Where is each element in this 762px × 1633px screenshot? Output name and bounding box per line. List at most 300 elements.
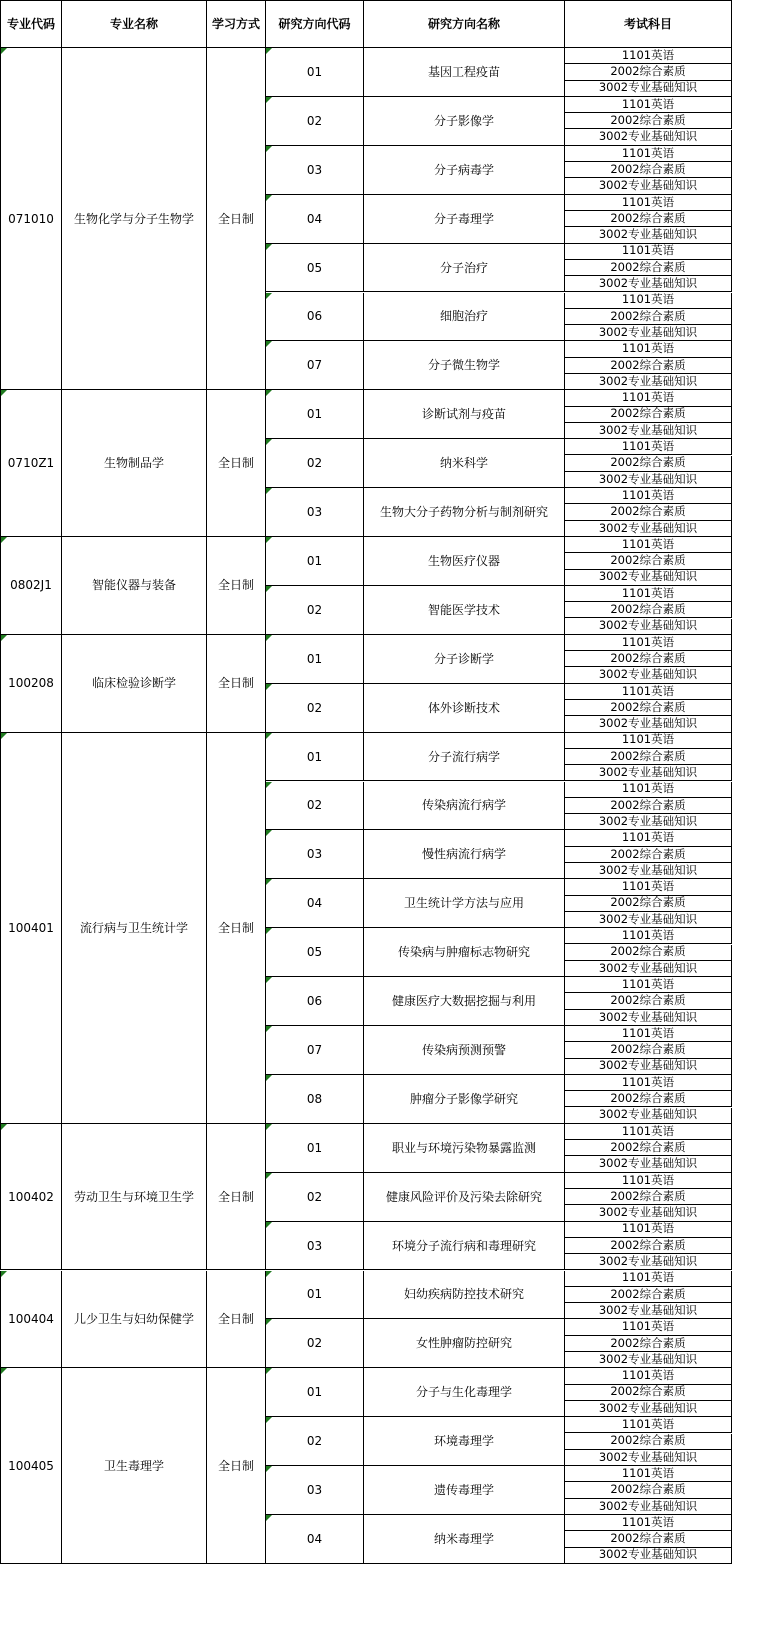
- direction-name: [364, 1173, 565, 1222]
- direction-code-text: 02: [306, 602, 323, 617]
- exam-subject-text: 2002综合素质: [610, 1433, 686, 1448]
- direction-code: [266, 1075, 364, 1124]
- direction-name-text: 女性肿瘤防控研究: [415, 1336, 512, 1351]
- exam-subject: [565, 325, 732, 341]
- exam-subject: [565, 1254, 732, 1270]
- direction-code-text: 03: [306, 1238, 323, 1253]
- direction-code-text: 04: [306, 1531, 323, 1546]
- direction-code-text: 01: [306, 407, 323, 422]
- exam-subject-text: 3002专业基础知识: [598, 325, 698, 339]
- direction-code-text: 04: [306, 211, 323, 226]
- exam-subject: [565, 504, 732, 520]
- direction-code: [266, 830, 364, 879]
- direction-name-text: 职业与环境污染物暴露监测: [391, 1140, 536, 1155]
- direction-name-text: 环境毒理学: [433, 1434, 494, 1449]
- exam-subject: [565, 1548, 732, 1564]
- exam-subject: [565, 1075, 732, 1091]
- direction-code: [266, 1319, 364, 1368]
- exam-subject-text: 1101英语: [621, 243, 675, 258]
- major-name-text: 流行病与卫生统计学: [79, 920, 188, 935]
- direction-code-text: 07: [306, 358, 323, 373]
- exam-subject: [565, 146, 732, 162]
- direction-code-text: 08: [306, 1091, 323, 1106]
- exam-subject-text: 2002综合素质: [610, 748, 686, 763]
- major-name-text: 临床检验诊断学: [91, 676, 176, 691]
- study-mode: [207, 1124, 266, 1271]
- direction-code: [266, 1466, 364, 1515]
- exam-subject-text: 2002综合素质: [610, 1286, 686, 1301]
- exam-subject-text: 1101英语: [621, 292, 675, 307]
- exam-subject-text: 2002综合素质: [610, 651, 686, 665]
- major-code: [0, 733, 62, 1124]
- exam-subject-text: 2002综合素质: [610, 602, 686, 617]
- exam-subject-text: 3002专业基础知识: [598, 814, 698, 828]
- direction-code-text: 07: [306, 1042, 323, 1057]
- exam-subject-text: 2002综合素质: [610, 1042, 686, 1057]
- exam-subject: [565, 586, 732, 602]
- exam-subject: [565, 1368, 732, 1384]
- exam-subject: [565, 276, 732, 292]
- exam-subject-text: 2002综合素质: [610, 846, 686, 861]
- direction-name: [364, 1368, 565, 1417]
- exam-subject-text: 2002综合素质: [610, 162, 686, 176]
- direction-name: [364, 244, 565, 293]
- exam-subject-text: 3002专业基础知识: [598, 1156, 698, 1171]
- exam-subject-text: 3002专业基础知识: [598, 129, 698, 144]
- exam-subject-text: 2002综合素质: [610, 895, 686, 910]
- direction-name-text: 分子流行病学: [427, 749, 500, 764]
- study-mode-text: 全日制: [217, 211, 254, 226]
- major-code-text: 0802J1: [10, 578, 52, 593]
- exam-subject-text: 2002综合素质: [610, 455, 686, 470]
- exam-subject: [565, 619, 732, 635]
- direction-code: [266, 293, 364, 342]
- direction-code-text: 02: [306, 700, 323, 715]
- exam-subject: [565, 1205, 732, 1221]
- exam-subject: [565, 1515, 732, 1531]
- exam-subject-text: 3002专业基础知识: [598, 716, 698, 731]
- exam-subject: [565, 1156, 732, 1172]
- study-mode-text: 全日制: [217, 456, 254, 471]
- exam-subject: [565, 765, 732, 781]
- exam-subject-text: 3002专业基础知识: [598, 863, 698, 877]
- exam-subject: [565, 1319, 732, 1335]
- direction-name: [364, 341, 565, 390]
- direction-name-text: 体外诊断技术: [427, 700, 500, 715]
- exam-subject: [565, 1271, 732, 1287]
- exam-subject-text: 2002综合素质: [610, 1091, 686, 1106]
- exam-subject: [565, 1499, 732, 1515]
- direction-name: [364, 537, 565, 586]
- direction-name-text: 分子与生化毒理学: [415, 1385, 512, 1400]
- exam-subject: [565, 863, 732, 879]
- exam-subject: [565, 1482, 732, 1498]
- exam-subject: [565, 64, 732, 80]
- direction-code-text: 02: [306, 1336, 323, 1351]
- exam-subject-text: 2002综合素质: [610, 406, 686, 421]
- exam-subject: [565, 1222, 732, 1238]
- exam-subject-text: 3002专业基础知识: [598, 1400, 698, 1415]
- major-name-text: 劳动卫生与环境卫生学: [73, 1189, 194, 1204]
- direction-name-text: 分子诊断学: [433, 651, 494, 666]
- study-mode-text: 全日制: [217, 1311, 254, 1326]
- exam-subject-text: 2002综合素质: [610, 259, 686, 274]
- exam-subject: [565, 341, 732, 357]
- direction-name-text: 健康医疗大数据挖掘与利用: [391, 994, 536, 1009]
- exam-subject: [565, 390, 732, 406]
- exam-subject-text: 1101英语: [621, 1270, 675, 1285]
- header-study-mode-text: 学习方式: [211, 17, 260, 31]
- direction-name-text: 纳米毒理学: [433, 1531, 494, 1546]
- major-name: [62, 537, 207, 635]
- direction-name: [364, 97, 565, 146]
- exam-subject-text: 1101英语: [621, 341, 675, 356]
- direction-name-text: 生物医疗仪器: [427, 553, 500, 568]
- direction-name: [364, 195, 565, 244]
- exam-subject: [565, 667, 732, 683]
- direction-code-text: 03: [306, 847, 323, 862]
- exam-subject: [565, 358, 732, 374]
- direction-name-text: 传染病与肿瘤标志物研究: [397, 945, 530, 960]
- study-mode: [207, 635, 266, 733]
- direction-name-text: 分子治疗: [439, 260, 488, 275]
- exam-subject: [565, 130, 732, 146]
- direction-code-text: 02: [306, 1434, 323, 1449]
- exam-subject: [565, 244, 732, 260]
- exam-subject: [565, 749, 732, 765]
- exam-subject: [565, 977, 732, 993]
- exam-subject: [565, 521, 732, 537]
- direction-code: [266, 1515, 364, 1564]
- exam-subject: [565, 97, 732, 113]
- direction-code-text: 01: [306, 553, 323, 568]
- exam-subject-text: 1101英语: [621, 1221, 675, 1236]
- direction-name-text: 妇幼疾病防控技术研究: [403, 1287, 524, 1302]
- study-mode: [207, 1271, 266, 1369]
- direction-name: [364, 439, 565, 488]
- exam-subject-text: 1101英语: [621, 928, 675, 943]
- direction-name-text: 卫生统计学方法与应用: [403, 896, 524, 911]
- direction-code: [266, 439, 364, 488]
- exam-subject-text: 2002综合素质: [610, 993, 686, 1008]
- exam-subject: [565, 1010, 732, 1026]
- exam-subject: [565, 1434, 732, 1450]
- study-mode-text: 全日制: [217, 1189, 254, 1204]
- direction-name-text: 纳米科学: [439, 456, 488, 471]
- exam-subject: [565, 81, 732, 97]
- direction-name-text: 肿瘤分子影像学研究: [409, 1091, 518, 1106]
- exam-subject: [565, 928, 732, 944]
- exam-subject: [565, 830, 732, 846]
- exam-subject: [565, 945, 732, 961]
- exam-subject-text: 2002综合素质: [610, 308, 686, 323]
- major-code: [0, 635, 62, 733]
- major-name: [62, 1368, 207, 1564]
- exam-subject-text: 2002综合素质: [610, 1140, 686, 1154]
- direction-code-text: 04: [306, 896, 323, 911]
- exam-subject-text: 1101英语: [621, 634, 675, 649]
- exam-subject-text: 2002综合素质: [610, 113, 686, 128]
- direction-name-text: 诊断试剂与疫苗: [421, 407, 506, 422]
- exam-subject-text: 1101英语: [621, 48, 675, 62]
- exam-subject: [565, 113, 732, 129]
- exam-subject: [565, 814, 732, 830]
- header-major-code: [0, 0, 62, 48]
- major-code-text: 100405: [8, 1458, 54, 1473]
- exam-subject: [565, 488, 732, 504]
- exam-subject-text: 3002专业基础知识: [598, 1205, 698, 1220]
- exam-subject: [565, 423, 732, 439]
- exam-subject-text: 1101英语: [621, 977, 675, 991]
- direction-code: [266, 1173, 364, 1222]
- direction-code: [266, 928, 364, 977]
- direction-code-text: 01: [306, 1140, 323, 1155]
- exam-subject-text: 2002综合素质: [610, 797, 686, 812]
- direction-name-text: 分子毒理学: [433, 211, 494, 226]
- major-name: [62, 1124, 207, 1271]
- direction-name: [364, 48, 565, 97]
- major-code-text: 100401: [8, 920, 54, 935]
- direction-code: [266, 586, 364, 635]
- direction-code-text: 03: [306, 1483, 323, 1498]
- exam-subject-text: 3002专业基础知识: [598, 471, 698, 486]
- major-name: [62, 635, 207, 733]
- exam-subject-text: 3002专业基础知识: [598, 1498, 698, 1513]
- exam-subject-text: 1101英语: [621, 194, 675, 209]
- header-exam-subjects-text: 考试科目: [623, 17, 672, 31]
- exam-subject: [565, 260, 732, 276]
- header-direction-name-text: 研究方向名称: [427, 17, 500, 31]
- direction-code: [266, 782, 364, 831]
- direction-code: [266, 390, 364, 439]
- exam-subject: [565, 847, 732, 863]
- major-name-text: 儿少卫生与妇幼保健学: [73, 1311, 194, 1326]
- direction-name-text: 传染病预测预警: [421, 1042, 506, 1057]
- exam-subject-text: 1101英语: [621, 96, 675, 111]
- exam-subject: [565, 1026, 732, 1042]
- exam-subject-text: 2002综合素质: [610, 1482, 686, 1497]
- major-code-text: 100402: [8, 1189, 54, 1204]
- direction-code-text: 01: [306, 749, 323, 764]
- direction-code-text: 05: [306, 260, 323, 275]
- exam-subject-text: 1101英语: [621, 781, 675, 796]
- exam-subject: [565, 211, 732, 227]
- exam-subject: [565, 1450, 732, 1466]
- exam-subject-text: 2002综合素质: [610, 1189, 686, 1203]
- exam-subject-text: 3002专业基础知识: [598, 765, 698, 780]
- exam-subject-text: 1101英语: [621, 488, 675, 502]
- exam-subject: [565, 178, 732, 194]
- direction-code: [266, 1271, 364, 1320]
- direction-name: [364, 782, 565, 831]
- study-mode-text: 全日制: [217, 1458, 254, 1473]
- header-major-code-text: 专业代码: [6, 17, 55, 31]
- major-code: [0, 390, 62, 537]
- exam-subject-text: 2002综合素质: [610, 1384, 686, 1399]
- direction-code-text: 05: [306, 945, 323, 960]
- major-name-text: 卫生毒理学: [103, 1458, 164, 1473]
- exam-subject: [565, 993, 732, 1009]
- exam-subject-text: 1101英语: [621, 1123, 675, 1138]
- exam-subject: [565, 700, 732, 716]
- exam-subject-text: 3002专业基础知识: [598, 569, 698, 584]
- exam-subject: [565, 1466, 732, 1482]
- direction-code: [266, 488, 364, 537]
- study-mode: [207, 733, 266, 1124]
- exam-subject: [565, 570, 732, 586]
- direction-name: [364, 293, 565, 342]
- direction-name: [364, 879, 565, 928]
- exam-subject: [565, 733, 732, 749]
- direction-code-text: 06: [306, 309, 323, 324]
- exam-subject: [565, 782, 732, 798]
- direction-code: [266, 195, 364, 244]
- exam-subject: [565, 293, 732, 309]
- direction-name: [364, 1026, 565, 1075]
- direction-name: [364, 1271, 565, 1320]
- exam-subject: [565, 407, 732, 423]
- direction-code: [266, 1222, 364, 1271]
- exam-subject-text: 3002专业基础知识: [598, 520, 698, 535]
- exam-subject-text: 1101英语: [621, 1074, 675, 1089]
- exam-subject: [565, 1385, 732, 1401]
- direction-name: [364, 977, 565, 1026]
- major-code-text: 100404: [8, 1311, 54, 1326]
- exam-subject: [565, 716, 732, 732]
- exam-subject: [565, 1401, 732, 1417]
- exam-subject-text: 3002专业基础知识: [598, 1058, 698, 1073]
- study-mode-text: 全日制: [217, 676, 254, 691]
- direction-code-text: 06: [306, 994, 323, 1009]
- exam-subject: [565, 1042, 732, 1058]
- direction-name: [364, 586, 565, 635]
- exam-subject: [565, 537, 732, 553]
- exam-subject: [565, 684, 732, 700]
- direction-name-text: 遗传毒理学: [433, 1483, 494, 1498]
- exam-subject: [565, 374, 732, 390]
- exam-subject: [565, 912, 732, 928]
- header-direction-name: [364, 0, 565, 48]
- exam-subject: [565, 439, 732, 455]
- direction-name: [364, 1319, 565, 1368]
- header-direction-code: [266, 0, 364, 48]
- direction-code-text: 01: [306, 1385, 323, 1400]
- direction-code: [266, 879, 364, 928]
- exam-subject-text: 2002综合素质: [610, 64, 686, 79]
- exam-subject-text: 3002专业基础知识: [598, 374, 698, 388]
- direction-name: [364, 1466, 565, 1515]
- exam-subject: [565, 1091, 732, 1107]
- exam-subject: [565, 1287, 732, 1303]
- exam-subject-text: 3002专业基础知识: [598, 1254, 698, 1269]
- exam-subject-text: 3002专业基础知识: [598, 1107, 698, 1122]
- direction-code: [266, 97, 364, 146]
- exam-subject: [565, 456, 732, 472]
- direction-name-text: 生物大分子药物分析与制剂研究: [379, 505, 548, 520]
- exam-subject-text: 1101英语: [621, 1368, 675, 1383]
- exam-subject-text: 1101英语: [621, 732, 675, 747]
- exam-subject: [565, 1173, 732, 1189]
- direction-name-text: 基因工程疫苗: [427, 64, 500, 79]
- direction-code: [266, 1368, 364, 1417]
- exam-subject-text: 3002专业基础知识: [598, 1352, 698, 1366]
- exam-subject-text: 2002综合素质: [610, 944, 686, 959]
- exam-subject-text: 1101英语: [621, 390, 675, 405]
- exam-subject: [565, 1140, 732, 1156]
- direction-name: [364, 1075, 565, 1124]
- exam-subject-text: 3002专业基础知识: [598, 1009, 698, 1024]
- direction-name-text: 细胞治疗: [439, 309, 488, 324]
- study-mode: [207, 1368, 266, 1564]
- direction-name-text: 健康风险评价及污染去除研究: [385, 1189, 542, 1204]
- exam-subject: [565, 1417, 732, 1433]
- exam-subject: [565, 1124, 732, 1140]
- exam-subject-text: 1101英语: [621, 1319, 675, 1334]
- exam-subject: [565, 1352, 732, 1368]
- direction-code: [266, 977, 364, 1026]
- direction-name: [364, 684, 565, 733]
- direction-name-text: 分子影像学: [433, 113, 494, 128]
- major-name: [62, 733, 207, 1124]
- exam-subject-text: 3002专业基础知识: [598, 960, 698, 975]
- direction-name: [364, 1124, 565, 1173]
- direction-name: [364, 733, 565, 782]
- exam-subject: [565, 553, 732, 569]
- direction-name: [364, 390, 565, 439]
- exam-subject: [565, 309, 732, 325]
- exam-subject: [565, 1238, 732, 1254]
- direction-name-text: 传染病流行病学: [421, 798, 506, 813]
- direction-code-text: 02: [306, 798, 323, 813]
- major-name-text: 智能仪器与装备: [91, 578, 176, 593]
- header-major-name-text: 专业名称: [109, 17, 158, 31]
- exam-subject: [565, 961, 732, 977]
- exam-subject-text: 2002综合素质: [610, 700, 686, 714]
- exam-subject-text: 1101英语: [621, 1417, 675, 1432]
- direction-code-text: 01: [306, 651, 323, 666]
- exam-subject: [565, 635, 732, 651]
- exam-subject-text: 1101英语: [621, 879, 675, 894]
- header-major-name: [62, 0, 207, 48]
- exam-subject: [565, 798, 732, 814]
- header-exam-subjects: [565, 0, 732, 48]
- direction-code-text: 01: [306, 1287, 323, 1302]
- direction-code: [266, 1026, 364, 1075]
- exam-subject-text: 1101英语: [621, 1466, 675, 1480]
- exam-subject-text: 3002专业基础知识: [598, 911, 698, 926]
- direction-name-text: 智能医学技术: [427, 602, 500, 617]
- direction-name: [364, 146, 565, 195]
- direction-code: [266, 684, 364, 733]
- exam-subject: [565, 48, 732, 64]
- direction-code-text: 01: [306, 64, 323, 79]
- direction-code-text: 02: [306, 456, 323, 471]
- major-code: [0, 48, 62, 390]
- direction-code: [266, 537, 364, 586]
- exam-subject-text: 1101英语: [621, 145, 675, 160]
- header-study-mode: [207, 0, 266, 48]
- exam-subject-text: 3002专业基础知识: [598, 667, 698, 682]
- direction-name: [364, 635, 565, 684]
- exam-subject-text: 2002综合素质: [610, 1335, 686, 1350]
- header-direction-code-text: 研究方向代码: [278, 17, 351, 31]
- major-code: [0, 1124, 62, 1271]
- exam-subject-text: 1101英语: [621, 1172, 675, 1187]
- exam-subject-text: 2002综合素质: [610, 1531, 686, 1546]
- exam-subject: [565, 472, 732, 488]
- exam-subject: [565, 896, 732, 912]
- direction-code: [266, 1124, 364, 1173]
